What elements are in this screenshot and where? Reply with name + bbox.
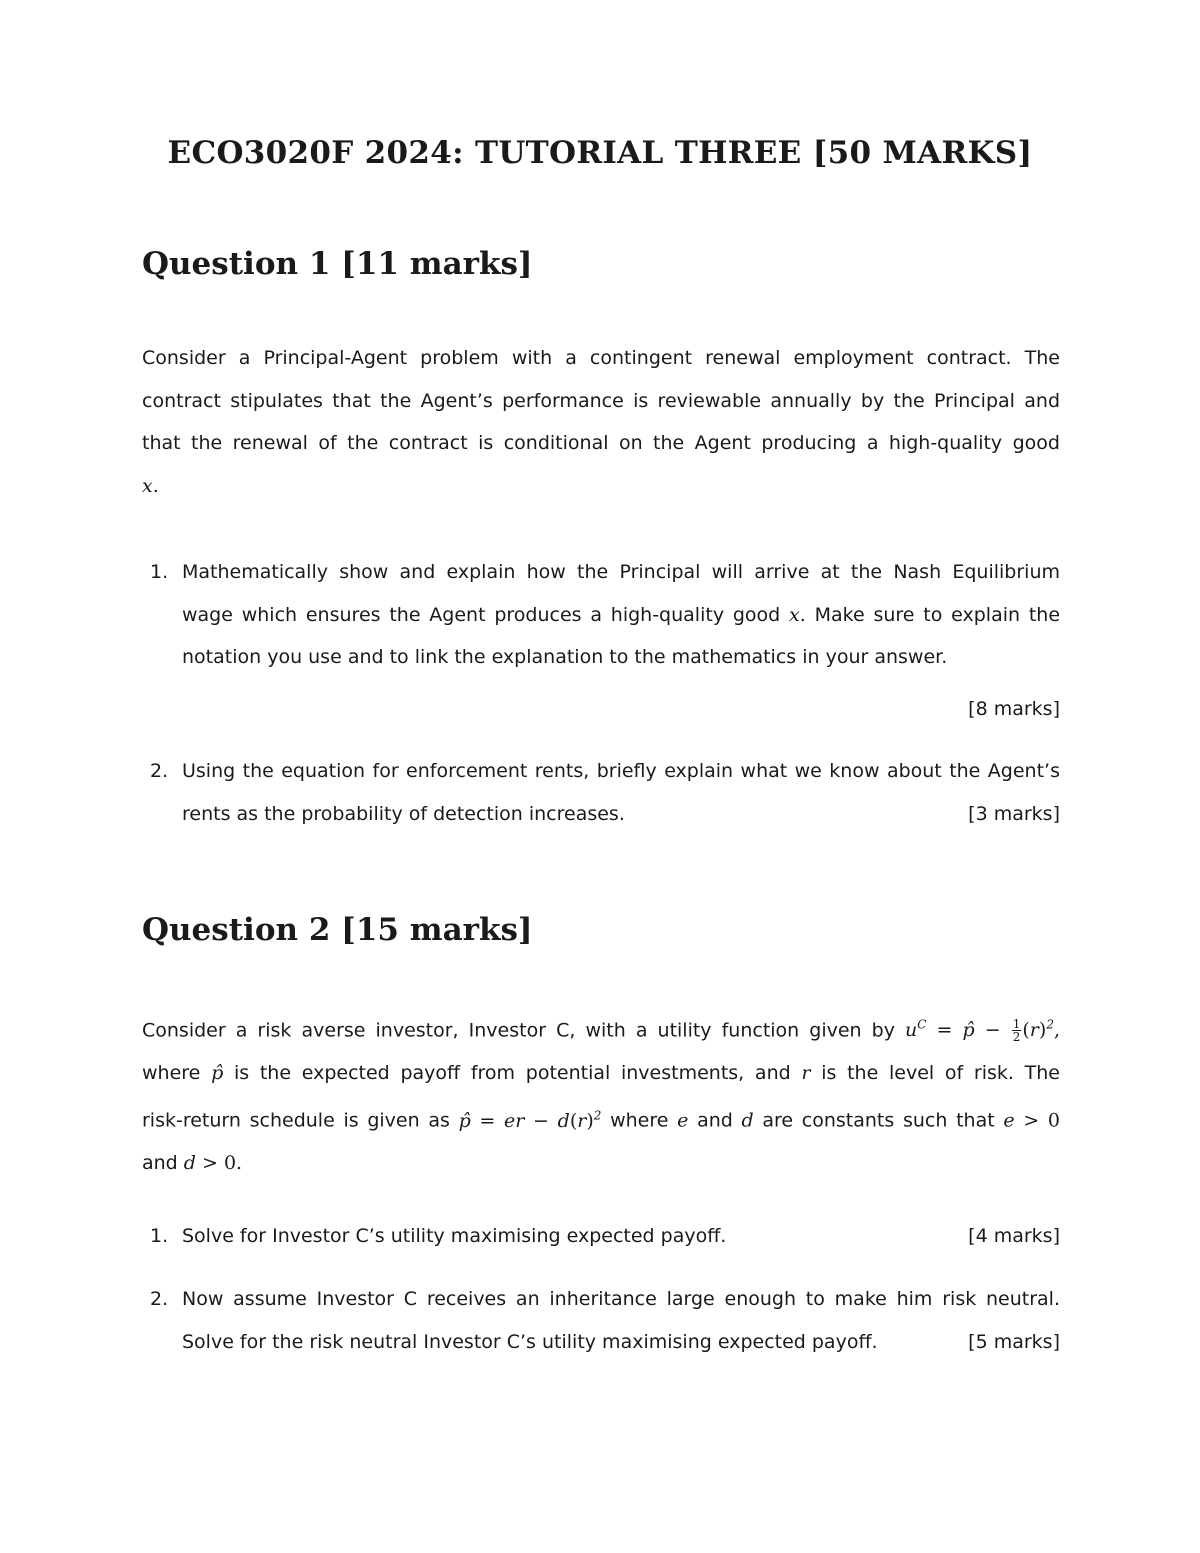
q2-item-2-number: 2. [150, 1288, 169, 1310]
q1-item-2-line-2-text: rents as the probability of detection increases. [182, 802, 625, 825]
q1-intro-line-4: x. [142, 474, 159, 497]
q1-intro-line-1: Consider a Principal-Agent problem with a contingent renewal employment contract. The [142, 347, 1060, 369]
q2-var-r: r [801, 1061, 811, 1084]
q1-item-1-marks-row [142, 688, 1060, 731]
q2-item-1-text: Solve for Investor C’s utility maximising expected payoff. [182, 1225, 727, 1247]
q2-utility-equation: $u^C$ = p̂ − [905, 1018, 1001, 1042]
q2-intro-line-2c: is the level of risk. The [810, 1061, 1060, 1084]
q2-intro-line-3c: and [688, 1109, 742, 1132]
q2-item-2-marks: [5 marks] [968, 1330, 1060, 1353]
q2-utility-equation-tail: $(r)^2$, [1022, 1018, 1060, 1042]
question-1-heading: Question 1 [11 marks] [142, 246, 533, 282]
q1-item-1-marks: [8 marks] [968, 698, 1060, 720]
q1-item-2-marks: [3 marks] [968, 802, 1060, 825]
q2-condition-d: d > 0. [183, 1152, 243, 1175]
q2-intro-line-4 [142, 1142, 1060, 1185]
q2-var-p-hat: p̂ [211, 1061, 224, 1084]
q2-var-e: e [677, 1109, 689, 1132]
q1-intro-line-2: contract stipulates that the Agent’s performance is reviewable annually by the Principal and [142, 389, 1060, 412]
q1-item-1-line-3: notation you use and to link the explanation to the mathematics in your answer. [182, 646, 948, 668]
q1-item-1-var-x: x. [789, 603, 806, 626]
q2-intro-line-3d: are constants such that [753, 1109, 1004, 1132]
q2-intro-line-2 [142, 1052, 1060, 1095]
q2-fraction-one-half: $\frac{1}{2}$ [1012, 1017, 1021, 1045]
q2-var-d: d [741, 1109, 754, 1132]
q2-item-1-marks: [4 marks] [968, 1225, 1060, 1247]
q1-item-1-line-1: Mathematically show and explain how the Principal will arrive at the Nash Equilibrium [182, 561, 1060, 583]
q2-intro-line-2a: where [142, 1061, 212, 1084]
q1-item-1-line-2b: Make sure to explain the [805, 603, 1061, 626]
q2-intro-line-4a: and [142, 1152, 184, 1175]
q1-item-2-number: 2. [150, 760, 169, 782]
q1-item-2-line-1: Using the equation for enforcement rents, briefly explain what we know about the Agent’s [182, 760, 1060, 782]
q1-intro-line-3: that the renewal of the contract is conditional on the Agent producing a high-quality good [142, 432, 1060, 454]
q2-item-2-line-2 [182, 1321, 1060, 1364]
question-2-heading: Question 2 [15 marks] [142, 912, 533, 948]
q2-condition-e: e > 0 [1003, 1109, 1060, 1132]
q2-intro-line-1 [142, 1004, 1060, 1052]
q2-item-1-number: 1. [150, 1225, 169, 1247]
q2-item-1-line-1 [182, 1215, 1060, 1258]
q2-intro-line-3a: risk-return schedule is given as [142, 1109, 459, 1132]
document-title: ECO3020F 2024: TUTORIAL THREE [50 MARKS] [167, 135, 1033, 171]
q2-risk-return-equation: p̂ = er − $d(r)^2$ [458, 1108, 602, 1132]
q1-item-1-line-2 [182, 594, 1060, 637]
q1-item-1-number: 1. [150, 561, 169, 583]
q2-intro-line-1-text: Consider a risk averse investor, Investor C, with a utility function given by [142, 1019, 906, 1042]
question-1-intro [142, 337, 1060, 507]
q2-item-2-line-1: Now assume Investor C receives an inheritance large enough to make him risk neutral. [182, 1288, 1060, 1310]
q1-item-1-line-2a: wage which ensures the Agent produces a high-quality good [182, 603, 790, 626]
q1-item-2-line-2 [182, 793, 1060, 836]
q2-item-2-text: Solve for the risk neutral Investor C’s utility maximising expected payoff. [182, 1330, 878, 1353]
question-2-intro [142, 1004, 1060, 1185]
q2-intro-line-3b: where [601, 1109, 678, 1132]
q2-intro-line-2b: is the expected payoff from potential investments, and [223, 1061, 802, 1084]
q2-intro-line-3 [142, 1094, 1060, 1142]
